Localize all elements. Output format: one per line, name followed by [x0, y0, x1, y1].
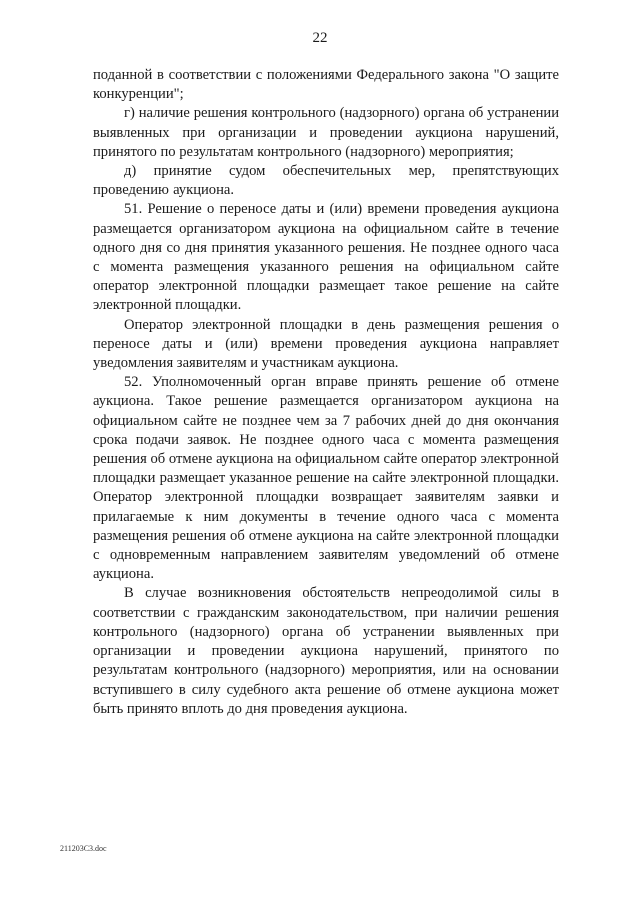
- paragraph-operator-notification: Оператор электронной площадки в день размещения решения о переносе даты и (или) времени проведения аукциона направляет уведомления заявителям и участникам аукциона.: [93, 316, 559, 372]
- paragraph-clause-52: 52. Уполномоченный орган вправе принять решение об отмене аукциона. Такое решение размещается организатором аукциона на официальном сайте не позднее чем за 7 рабочих дней до дня окончания срока подачи заявок. Не позднее одного часа с момента размещения решения об отмене аукциона на официальном сайте оператор электронной площадки размещает указанное решение на сайте электронной площадки. Оператор электронной площадки возвращает заявителям заявки и прилагаемые к ним документы в течение одного часа с момента размещения решения об отмене аукциона на сайте электронной площадки с одновременным направлением заявителям уведомлений об отмене аукциона.: [93, 374, 559, 583]
- paragraph-item-g: г) наличие решения контрольного (надзорного) органа об устранении выявленных при организации и проведении аукциона нарушений, принятого по результатам контрольного (надзорного) мероприятия;: [93, 105, 559, 160]
- page-number: 22: [312, 30, 328, 46]
- paragraph-clause-51: 51. Решение о переносе даты и (или) времени проведения аукциона размещается организатором аукциона на официальном сайте в течение одного дня со дня принятия указанного решения. Не позднее одного часа с момента размещения указанного решения на официальном сайте оператор электронной площадки размещает такое решение на сайте электронной площадки.: [93, 201, 559, 314]
- footer-filename: 211203C3.doc: [60, 844, 107, 853]
- document-body: [93, 66, 559, 719]
- paragraph-item-d: д) принятие судом обеспечительных мер, препятствующих проведению аукциона.: [93, 163, 559, 199]
- paragraph-continuation: поданной в соответствии с положениями Федерального закона "О защите конкуренции";: [93, 67, 559, 103]
- paragraph-force-majeure: В случае возникновения обстоятельств непреодолимой силы в соответствии с гражданским законодательством, при наличии решения контрольного (надзорного) органа об устранении выявленных при организации и проведении аукциона нарушений, принятого по результатам контрольного (надзорного) мероприятия, или на основании вступившего в силу судебного акта решение об отмене аукциона может быть принято вплоть до дня проведения аукциона.: [93, 585, 559, 717]
